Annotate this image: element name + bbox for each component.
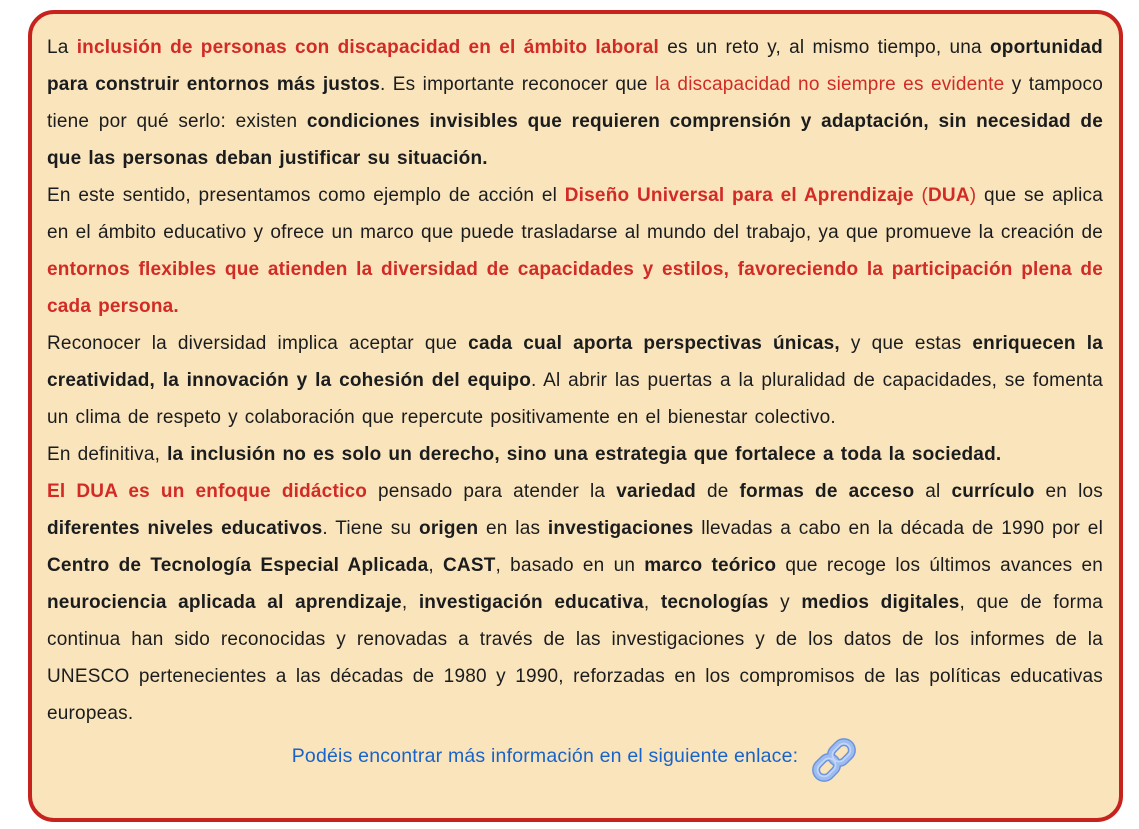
text-run: , basado en un <box>495 555 645 576</box>
text-run: Diseño Universal para el Aprendizaje <box>564 185 914 206</box>
paragraph <box>47 325 1103 436</box>
text-run: , que de forma continua han sido reconocidas y renovadas a través de las investigaciones y de los datos de los informes de la UNESCO pertenecientes a las décadas de 1980 y 1990, reforzadas en los compromisos de las políticas educativas europeas. <box>47 592 1103 724</box>
text-run: CAST <box>443 555 496 576</box>
text-run: entornos flexibles que atienden la diversidad de capacidades y estilos, favoreciendo la participación plena de cada persona. <box>47 259 1103 317</box>
text-run: . Al abrir las puertas a la pluralidad de capacidades, se fomenta un clima de respeto y colaboración que repercute positivamente en el bienestar colectivo. <box>47 370 1103 428</box>
text-run: origen <box>419 518 479 539</box>
text-run: Centro de Tecnología Especial Aplicada <box>47 555 429 576</box>
text-run: la inclusión no es solo un derecho, sino una estrategia que fortalece a toda la sociedad. <box>167 444 1002 465</box>
text-run: enriquecen la creatividad, la innovación y la cohesión del equipo <box>47 333 1104 391</box>
footer-link-text: Podéis encontrar más información en el siguiente enlace: <box>291 744 799 767</box>
text-run: diferentes niveles educativos <box>47 518 323 539</box>
paragraph <box>47 29 1103 177</box>
text-run: y tampoco tiene por qué serlo: existen <box>47 74 1103 132</box>
text-run: currículo <box>951 481 1035 502</box>
text-run: En definitiva, <box>47 444 168 465</box>
text-run: inclusión de personas con discapacidad en el ámbito laboral <box>76 37 660 58</box>
text-run: La <box>47 37 77 58</box>
paragraph <box>47 436 1103 473</box>
text-run: . Es importante reconocer que <box>379 74 655 95</box>
text-run: , <box>401 592 419 613</box>
footer-link-row <box>47 733 1103 779</box>
text-run: la discapacidad no siempre es evidente <box>654 74 1005 95</box>
text-run: en los <box>1034 481 1103 502</box>
text-run: en las <box>478 518 548 539</box>
text-run: . Tiene su <box>322 518 420 539</box>
text-run: formas de acceso <box>739 481 915 502</box>
text-run: marco teórico <box>644 555 777 576</box>
text-run: , <box>643 592 661 613</box>
text-run: ) <box>969 185 977 206</box>
document-body <box>47 29 1103 732</box>
text-run: de <box>695 481 740 502</box>
text-run: neurociencia aplicada al aprendizaje <box>47 592 402 613</box>
text-run: ( <box>913 185 928 206</box>
text-run: DUA <box>928 185 970 206</box>
text-run: cada cual aporta perspectivas únicas, <box>468 333 840 354</box>
text-run: condiciones invisibles que requieren comprensión y adaptación, sin necesidad de que las personas deban justificar su situación. <box>47 111 1103 169</box>
text-run: es un reto y, al mismo tiempo, una <box>659 37 990 58</box>
text-run: oportunidad para construir entornos más justos <box>47 37 1103 95</box>
text-run: al <box>914 481 952 502</box>
text-run: variedad <box>616 481 696 502</box>
text-run: pensado para atender la <box>367 481 617 502</box>
text-run: tecnologías <box>660 592 769 613</box>
text-run: y que estas <box>839 333 973 354</box>
text-run: Reconocer la diversidad implica aceptar que <box>47 333 469 354</box>
text-run: investigación educativa <box>418 592 644 613</box>
text-run: llevadas a cabo en la década de 1990 por el <box>693 518 1103 539</box>
text-run: que recoge los últimos avances en <box>776 555 1104 576</box>
paragraph <box>47 177 1103 325</box>
content-card <box>28 10 1123 822</box>
text-run: En este sentido, presentamos como ejemplo de acción el <box>47 185 565 206</box>
text-run: El DUA es un enfoque didáctico <box>47 481 368 502</box>
link-icon[interactable] <box>810 736 858 784</box>
text-run: y <box>768 592 802 613</box>
text-run: medios digitales <box>801 592 960 613</box>
paragraph <box>47 473 1103 732</box>
text-run: que se aplica en el ámbito educativo y ofrece un marco que puede trasladarse al mundo del trabajo, ya que promueve la creación de <box>47 185 1103 243</box>
text-run: investigaciones <box>547 518 694 539</box>
text-run: , <box>428 555 443 576</box>
